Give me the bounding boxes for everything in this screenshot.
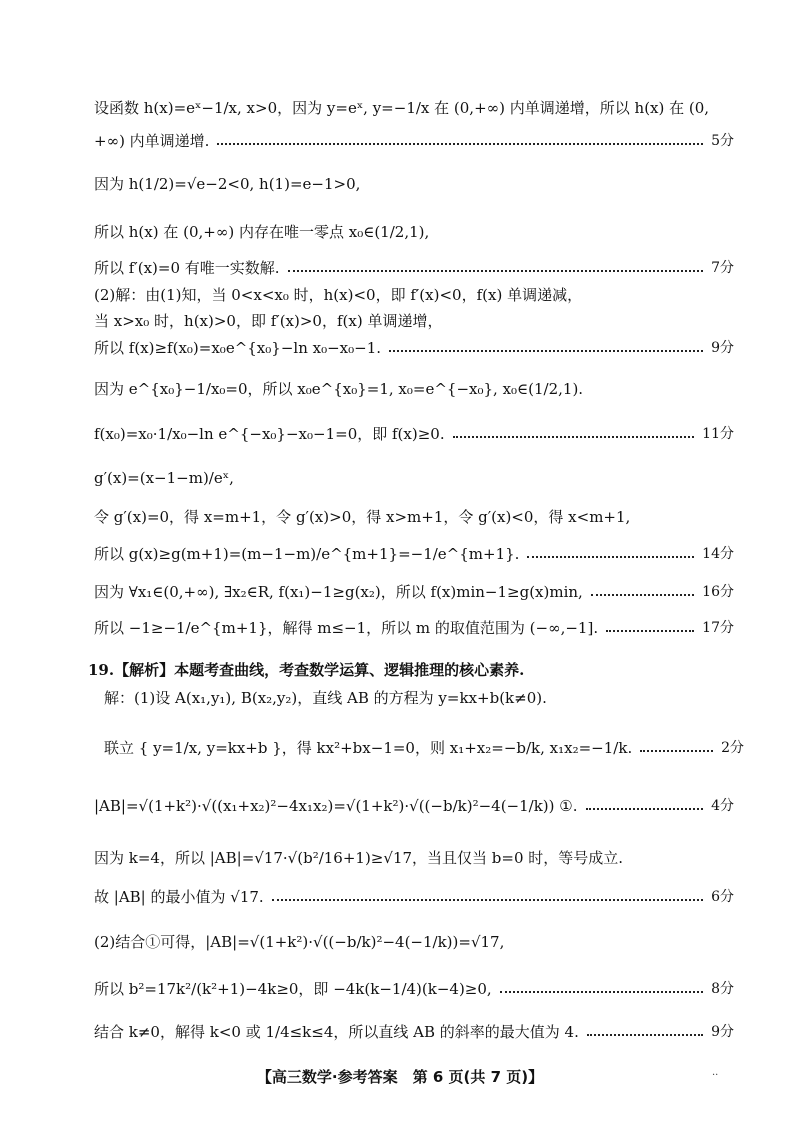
line-3 — [94, 174, 734, 194]
line-21 — [94, 887, 734, 907]
line-19 — [94, 796, 734, 816]
line-10-score: 11分 — [702, 426, 734, 442]
line-21-text: 故 |AB| 的最小值为 √17. — [94, 888, 264, 906]
dotted-leader — [288, 270, 704, 272]
line-6-text: (2)解：由(1)知，当 0<x<x₀ 时，h(x)<0，即 f′(x)<0，f(x) 单调递减， — [94, 286, 583, 304]
line-10-text: f(x₀)=x₀·1/x₀−ln e^{−x₀}−x₀−1=0，即 f(x)≥0. — [94, 425, 445, 443]
line-23-text: 所以 b²=17k²/(k²+1)−4k≥0，即 −4k(k−1/4)(k−4)≥0, — [94, 980, 492, 998]
line-6 — [94, 285, 734, 305]
dotted-leader — [587, 1034, 703, 1036]
question-19-heading — [88, 660, 728, 680]
line-2-text: +∞) 内单调递增. — [94, 132, 210, 150]
line-19-score: 4分 — [711, 798, 734, 814]
line-18 — [104, 738, 744, 758]
line-15-score: 17分 — [702, 620, 734, 636]
line-22-text: (2)结合①可得，|AB|=√(1+k²)·√((−b/k)²−4(−1/k))=√17, — [94, 933, 505, 951]
line-9 — [94, 379, 734, 399]
line-9-text: 因为 e^{x₀}−1/x₀=0，所以 x₀e^{x₀}=1, x₀=e^{−x₀}, x₀∈(1/2,1). — [94, 380, 584, 398]
dotted-leader — [500, 991, 703, 993]
line-11-text: g′(x)=(x−1−m)/eˣ, — [94, 469, 234, 487]
line-8-text: 所以 f(x)≥f(x₀)=x₀e^{x₀}−ln x₀−x₀−1. — [94, 339, 382, 357]
dotted-leader — [586, 808, 704, 810]
dotted-leader — [389, 350, 703, 352]
line-4 — [94, 222, 734, 242]
dotted-leader — [606, 630, 694, 632]
line-10 — [94, 424, 734, 444]
line-20 — [94, 848, 734, 868]
line-11 — [94, 468, 734, 488]
line-20-text: 因为 k=4，所以 |AB|=√17·√(b²/16+1)≥√17，当且仅当 b=0 时，等号成立. — [94, 849, 624, 867]
line-13-text: 所以 g(x)≥g(m+1)=(m−1−m)/e^{m+1}=−1/e^{m+1}. — [94, 545, 520, 563]
line-15-text: 所以 −1≥−1/e^{m+1}，解得 m≤−1，所以 m 的取值范围为 (−∞,−1]. — [94, 619, 599, 637]
line-24 — [94, 1022, 734, 1042]
line-2 — [94, 131, 734, 151]
dotted-leader — [591, 594, 694, 596]
line-8 — [94, 338, 734, 358]
line-8-score: 9分 — [711, 340, 734, 356]
line-7 — [94, 311, 734, 331]
line-19-text: |AB|=√(1+k²)·√((x₁+x₂)²−4x₁x₂)=√(1+k²)·√((−b/k)²−4(−1/k)) ①. — [94, 797, 578, 815]
question-19-heading-text: 19.【解析】本题考查曲线，考查数学运算、逻辑推理的核心素养. — [88, 661, 525, 679]
line-13-score: 14分 — [702, 546, 734, 562]
line-14-text: 因为 ∀x₁∈(0,+∞), ∃x₂∈R, f(x₁)−1≥g(x₂)，所以 f(x)min−1≥g(x)min, — [94, 583, 583, 601]
line-12 — [94, 507, 734, 527]
line-12-text: 令 g′(x)=0，得 x=m+1，令 g′(x)>0，得 x>m+1，令 g′(x)<0，得 x<m+1, — [94, 508, 631, 526]
line-18-text: 联立 { y=1/x, y=kx+b }，得 kx²+bx−1=0，则 x₁+x₂=−b/k, x₁x₂=−1/k. — [104, 739, 633, 757]
line-4-text: 所以 h(x) 在 (0,+∞) 内存在唯一零点 x₀∈(1/2,1), — [94, 223, 430, 241]
line-17 — [104, 688, 744, 708]
dotted-leader — [272, 899, 703, 901]
line-5-score: 7分 — [711, 260, 734, 276]
line-7-text: 当 x>x₀ 时，h(x)>0，即 f′(x)>0，f(x) 单调递增， — [94, 312, 443, 330]
line-17-text: 解：(1)设 A(x₁,y₁), B(x₂,y₂)，直线 AB 的方程为 y=kx+b(k≠0). — [104, 689, 547, 707]
line-24-score: 9分 — [711, 1024, 734, 1040]
dotted-leader — [640, 750, 713, 752]
page-footer: 【高三数学·参考答案 第 6 页(共 7 页)】 — [256, 1068, 544, 1086]
line-23-score: 8分 — [711, 981, 734, 997]
dotted-leader — [527, 556, 694, 558]
line-5-text: 所以 f′(x)=0 有唯一实数解. — [94, 259, 280, 277]
line-15 — [94, 618, 734, 638]
line-14-score: 16分 — [702, 584, 734, 600]
stray-mark: ·· — [712, 1070, 719, 1081]
line-23 — [94, 979, 734, 999]
line-3-text: 因为 h(1/2)=√e−2<0, h(1)=e−1>0, — [94, 175, 361, 193]
dotted-leader — [217, 143, 703, 145]
dotted-leader — [453, 436, 695, 438]
line-1 — [94, 98, 734, 118]
line-14 — [94, 582, 734, 602]
line-13 — [94, 544, 734, 564]
line-21-score: 6分 — [711, 889, 734, 905]
line-2-score: 5分 — [711, 133, 734, 149]
line-18-score: 2分 — [721, 740, 744, 756]
line-22 — [94, 932, 734, 952]
line-5 — [94, 258, 734, 278]
line-1-text: 设函数 h(x)=eˣ−1/x, x>0，因为 y=eˣ, y=−1/x 在 (0,+∞) 内单调递增，所以 h(x) 在 (0, — [94, 99, 710, 117]
line-24-text: 结合 k≠0，解得 k<0 或 1/4≤k≤4，所以直线 AB 的斜率的最大值为 4. — [94, 1023, 579, 1041]
